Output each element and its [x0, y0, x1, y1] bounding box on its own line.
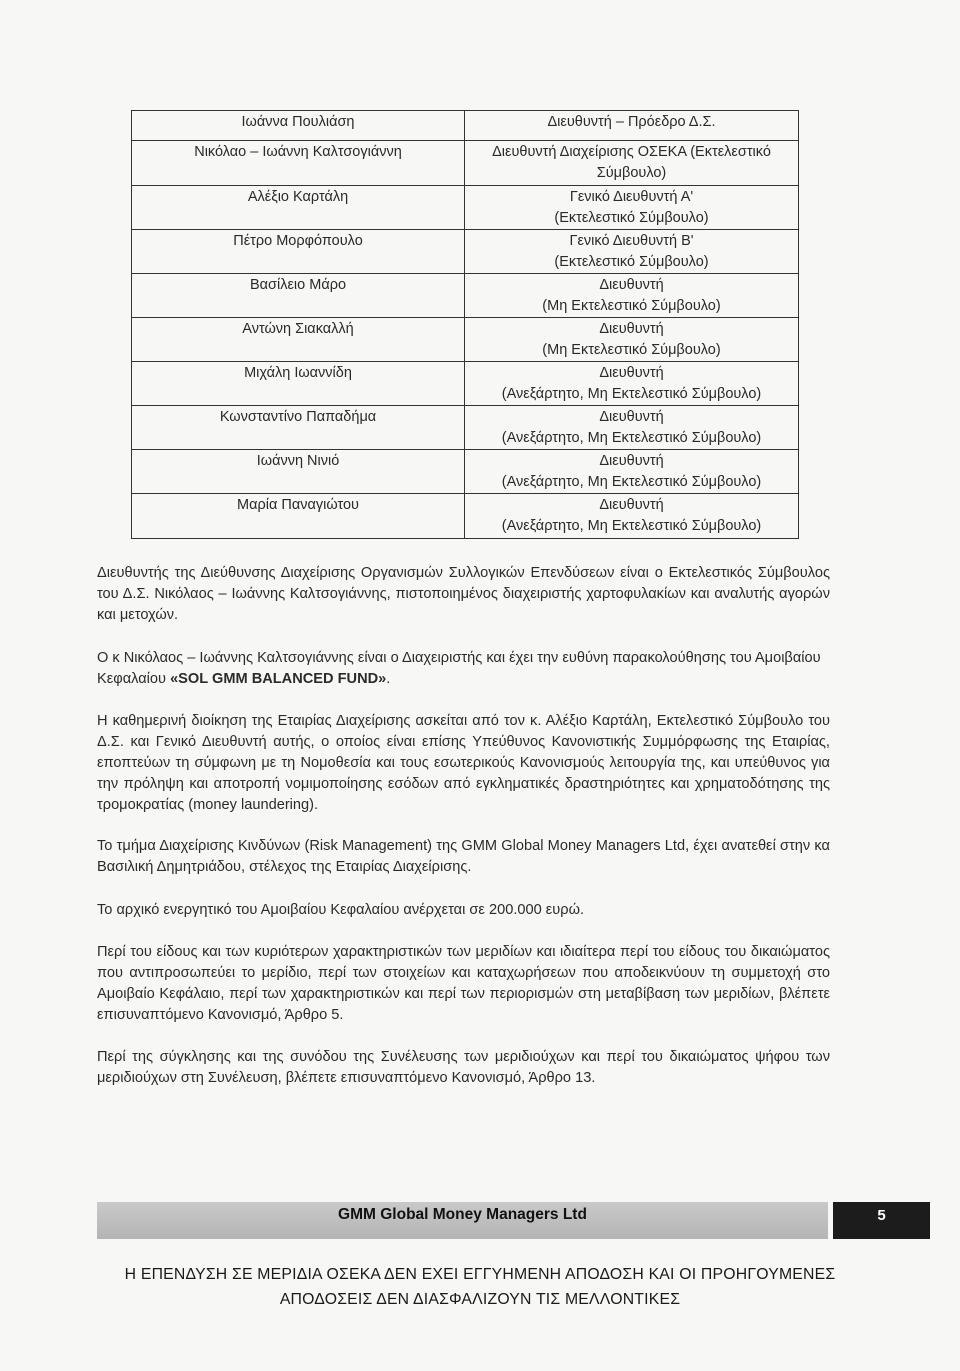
role-line: (Ανεξάρτητο, Μη Εκτελεστικό Σύμβουλο) [501, 474, 762, 490]
director-name: Μιχάλη Ιωαννίδη [132, 362, 465, 406]
director-role [465, 406, 799, 450]
director-role [465, 274, 799, 318]
role-line: Διευθυντή Διαχείρισης ΟΣΕΚΑ (Εκτελεστικό [492, 144, 771, 160]
director-name: Πέτρο Μορφόπουλο [132, 230, 465, 274]
director-role [465, 362, 799, 406]
role-line: (Ανεξάρτητο, Μη Εκτελεστικό Σύμβουλο) [501, 430, 762, 446]
director-name: Νικόλαο – Ιωάννη Καλτσογιάννη [132, 141, 465, 186]
table-row [132, 450, 799, 494]
table-row [132, 230, 799, 274]
director-name: Αντώνη Σιακαλλή [132, 318, 465, 362]
role-line: Γενικό Διευθυντή Α' [569, 189, 694, 205]
table-row [132, 274, 799, 318]
table-row [132, 111, 799, 141]
role-line: (Ανεξάρτητο, Μη Εκτελεστικό Σύμβουλο) [501, 386, 762, 402]
paragraph-fund-manager [97, 648, 830, 690]
footer-brand: GMM Global Money Managers Ltd [338, 1206, 587, 1223]
director-name: Αλέξιο Καρτάλη [132, 186, 465, 230]
table-row [132, 406, 799, 450]
fund-name: «SOL GMM BALANCED FUND» [170, 671, 387, 687]
role-line: Σύμβουλο) [596, 165, 667, 181]
board-table-body [132, 111, 799, 539]
disclaimer-line: Η ΕΠΕΝΔΥΣΗ ΣΕ ΜΕΡΙΔΙΑ ΟΣΕΚΑ ΔΕΝ ΕΧΕΙ ΕΓΓΥΗΜΕΝΗ ΑΠΟΔΟΣΗ ΚΑΙ ΟΙ ΠΡΟΗΓΟΥΜΕΝΕΣ [124, 1266, 836, 1283]
role-line: (Μη Εκτελεστικό Σύμβουλο) [542, 298, 721, 314]
risk-disclaimer [97, 1262, 863, 1312]
paragraph-assembly: Περί της σύγκλησης και της συνόδου της Συνέλευσης των μεριδιούχων και περί του δικαιώματος ψήφου των μεριδιούχων στη Συνέλευση, βλέπετε επισυναπτόμενο Κανονισμό, Άρθρο 13. [97, 1049, 830, 1086]
role-line: (Εκτελεστικό Σύμβουλο) [554, 210, 709, 226]
table-row [132, 186, 799, 230]
table-row [132, 494, 799, 539]
role-line: (Εκτελεστικό Σύμβουλο) [554, 254, 709, 270]
table-row [132, 362, 799, 406]
paragraph-risk-management: Το τμήμα Διαχείρισης Κινδύνων (Risk Management) της GMM Global Money Managers Ltd, έχει ανατεθεί στην κα Βασιλική Δημητριάδου, στέλεχος της Εταιρίας Διαχείρισης. [97, 838, 830, 875]
table-row [132, 318, 799, 362]
director-role [465, 111, 799, 141]
director-role [465, 230, 799, 274]
role-line: Διευθυντή [599, 365, 664, 381]
page-number: 5 [833, 1202, 930, 1239]
role-line: Διευθυντή [599, 409, 664, 425]
role-line: Διευθυντή [599, 321, 664, 337]
director-name: Κωνσταντίνο Παπαδήμα [132, 406, 465, 450]
table-row [132, 141, 799, 186]
role-line: Διευθυντή – Πρόεδρο Δ.Σ. [547, 114, 716, 130]
director-role [465, 141, 799, 186]
director-role [465, 494, 799, 539]
paragraph-units: Περί του είδους και των κυριότερων χαρακτηριστικών των μεριδίων και ιδιαίτερα περί του είδους του δικαιώματος που αντιπροσωπεύει το μερίδιο, περί των στοιχείων και καταχωρήσεων που αποδεικνύουν τη συμμετοχή στο Αμοιβαίο Κεφάλαιο, περί των χαρακτηριστικών και περί των περιορισμών στη μεταβίβαση των μεριδίων, βλέπετε επισυναπτόμενο Κανονισμό, Άρθρο 5. [97, 944, 830, 1023]
paragraph-text: Ο κ Νικόλαος – Ιωάννης Καλτσογιάννης είναι ο Διαχειριστής και έχει την ευθύνη παρακολούθησης του Αμοιβαίου Κεφαλαίου [97, 650, 821, 687]
role-line: (Ανεξάρτητο, Μη Εκτελεστικό Σύμβουλο) [501, 518, 762, 534]
director-role [465, 186, 799, 230]
footer-bar [97, 1202, 930, 1239]
paragraph-text: . [386, 671, 391, 687]
board-of-directors-table [131, 110, 799, 539]
director-role [465, 450, 799, 494]
role-line: Διευθυντή [599, 453, 664, 469]
role-line: Γενικό Διευθυντή Β' [569, 233, 694, 249]
director-name: Βασίλειο Μάρο [132, 274, 465, 318]
director-name: Ιωάννη Νινιό [132, 450, 465, 494]
role-line: (Μη Εκτελεστικό Σύμβουλο) [542, 342, 721, 358]
paragraph-fund-director: Διευθυντής της Διεύθυνσης Διαχείρισης Οργανισμών Συλλογικών Επενδύσεων είναι ο Εκτελεστικός Σύμβουλος του Δ.Σ. Νικόλαος – Ιωάννης Καλτσογιάννης, πιστοποιημένος διαχειριστής χαρτοφυλακίων και αναλυτής αγορών και μετοχών. [97, 565, 830, 623]
director-role [465, 318, 799, 362]
role-line: Διευθυντή [599, 497, 664, 513]
paragraph-initial-assets: Το αρχικό ενεργητικό του Αμοιβαίου Κεφαλαίου ανέρχεται σε 200.000 ευρώ. [97, 902, 585, 918]
paragraph-daily-management: Η καθημερινή διοίκηση της Εταιρίας Διαχείρισης ασκείται από τον κ. Αλέξιο Καρτάλη, Εκτελεστικό Σύμβουλο του Δ.Σ. και Γενικό Διευθυντή αυτής, ο οποίος είναι επίσης Υπεύθυνος Κανονιστικής Συμμόρφωσης της Εταιρίας, εποπτεύων τη σύμφωνη με τη Νομοθεσία και τους εσωτερικούς Κανονισμούς λειτουργία της, και υπεύθυνος για την πρόληψη και αποτροπή νομιμοποίησης εσόδων από εγκληματικές δραστηριότητες και χρηματοδότησης της τρομοκρατίας (money laundering). [97, 713, 830, 813]
role-line: Διευθυντή [599, 277, 664, 293]
disclaimer-line: ΑΠΟΔΟΣΕΙΣ ΔΕΝ ΔΙΑΣΦΑΛΙΖΟΥΝ ΤΙΣ ΜΕΛΛΟΝΤΙΚΕΣ [279, 1291, 681, 1308]
director-name: Ιωάννα Πουλιάση [132, 111, 465, 141]
director-name: Μαρία Παναγιώτου [132, 494, 465, 539]
